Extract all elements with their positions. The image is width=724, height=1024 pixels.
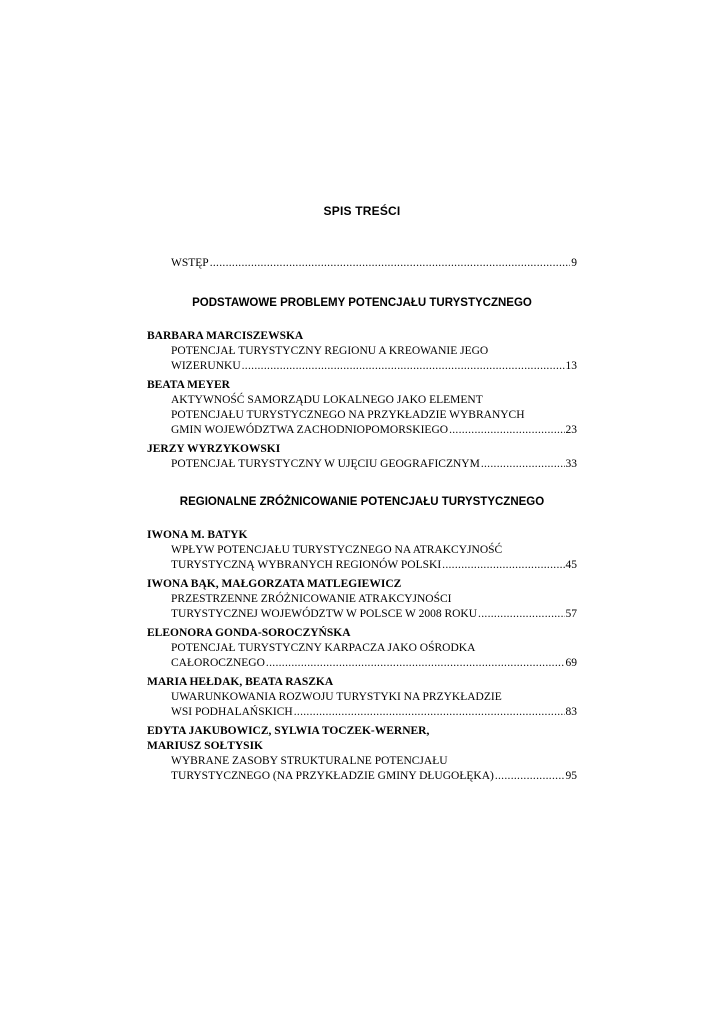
entry-authors: IWONA BĄK, MAŁGORZATA MATLEGIEWICZ: [147, 578, 402, 590]
entry-authors: EDYTA JAKUBOWICZ, SYLWIA TOCZEK-WERNER,: [147, 725, 430, 737]
toc-entry-intro: [147, 256, 577, 271]
entry-title-line: POTENCJAŁ TURYSTYCZNY W UJĘCIU GEOGRAFICZNYM: [171, 458, 480, 470]
entry-title-line: TURYSTYCZNEJ WOJEWÓDZTW W POLSCE W 2008 ROKU: [171, 608, 478, 620]
page-number: 23: [565, 424, 577, 436]
page-number: 9: [571, 257, 577, 269]
toc-sections: [147, 297, 577, 784]
entry-authors: BARBARA MARCISZEWSKA: [147, 330, 304, 342]
entry-title-line: WIZERUNKU: [171, 360, 241, 372]
entry-title-line: POTENCJAŁ TURYSTYCZNY KARPACZA JAKO OŚRODKA: [171, 642, 476, 654]
page-number: 45: [565, 559, 577, 571]
entry-authors: IWONA M. BATYK: [147, 529, 248, 541]
entry-title-line: TURYSTYCZNĄ WYBRANYCH REGIONÓW POLSKI: [171, 559, 442, 571]
page-number: 95: [565, 770, 577, 782]
entry-authors: JERZY WYRZYKOWSKI: [147, 443, 281, 455]
entry-title-last-line: [147, 656, 577, 671]
entry-title-last-line: [147, 457, 577, 472]
toc-section: [147, 297, 577, 472]
toc-entry: [147, 675, 577, 720]
page-number: 33: [565, 458, 577, 470]
section-heading: PODSTAWOWE PROBLEMY POTENCJAŁU TURYSTYCZNEGO: [192, 297, 532, 309]
entry-title-last-line: [147, 558, 577, 573]
entry-title-line: POTENCJAŁ TURYSTYCZNY REGIONU A KREOWANIE JEGO: [171, 345, 489, 357]
entry-title-last-line: [147, 423, 577, 438]
entry-title-last-line: [147, 705, 577, 720]
page-number: 13: [565, 360, 577, 372]
toc-entry: [147, 528, 577, 573]
page-number: 83: [565, 706, 577, 718]
dot-leader: [495, 769, 565, 784]
entry-title-last-line: [147, 359, 577, 374]
dot-leader: [242, 359, 565, 374]
entry-title-line: WPŁYW POTENCJAŁU TURYSTYCZNEGO NA ATRAKCYJNOŚĆ: [171, 544, 503, 556]
dot-leader: [481, 457, 565, 472]
toc-entry-label: WSTĘP: [171, 257, 209, 269]
page-number: 69: [565, 657, 577, 669]
dot-leader: [266, 656, 565, 671]
toc-entry: [147, 626, 577, 671]
entry-title-line: WSI PODHALAŃSKICH: [171, 706, 293, 718]
entry-title-line: CAŁOROCZNEGO: [171, 657, 265, 669]
entry-authors: ELEONORA GONDA-SOROCZYŃSKA: [147, 627, 351, 639]
toc-entry: [147, 442, 577, 472]
section-heading: REGIONALNE ZRÓŻNICOWANIE POTENCJAŁU TURYSTYCZNEGO: [179, 496, 545, 508]
dot-leader: [442, 558, 564, 573]
entry-title-line: TURYSTYCZNEGO (NA PRZYKŁADZIE GMINY DŁUGOŁĘKA): [171, 770, 494, 782]
dot-leader: [210, 256, 571, 271]
table-of-contents: [147, 256, 577, 788]
toc-section: [147, 496, 577, 784]
page-number: 57: [565, 608, 577, 620]
dot-leader: [294, 705, 565, 720]
entry-title-line: GMIN WOJEWÓDZTWA ZACHODNIOPOMORSKIEGO: [171, 424, 449, 436]
entry-title-line: AKTYWNOŚĆ SAMORZĄDU LOKALNEGO JAKO ELEMENT: [171, 394, 483, 406]
toc-entry: [147, 577, 577, 622]
toc-entry: [147, 329, 577, 374]
toc-entry: [147, 724, 577, 784]
entry-authors: MARIUSZ SOŁTYSIK: [147, 740, 263, 752]
entry-title-line: UWARUNKOWANIA ROZWOJU TURYSTYKI NA PRZYKŁADZIE: [171, 691, 502, 703]
entry-title-last-line: [147, 769, 577, 784]
entry-title-line: POTENCJAŁU TURYSTYCZNEGO NA PRZYKŁADZIE WYBRANYCH: [171, 409, 525, 421]
entry-title-line: PRZESTRZENNE ZRÓŻNICOWANIE ATRAKCYJNOŚCI: [171, 593, 452, 605]
entry-title-last-line: [147, 607, 577, 622]
dot-leader: [478, 607, 564, 622]
entry-authors: BEATA MEYER: [147, 379, 230, 391]
toc-entry: [147, 378, 577, 438]
page-title: SPIS TREŚCI: [323, 204, 401, 218]
dot-leader: [449, 423, 564, 438]
entry-authors: MARIA HEŁDAK, BEATA RASZKA: [147, 676, 334, 688]
entry-title-line: WYBRANE ZASOBY STRUKTURALNE POTENCJAŁU: [171, 755, 448, 767]
